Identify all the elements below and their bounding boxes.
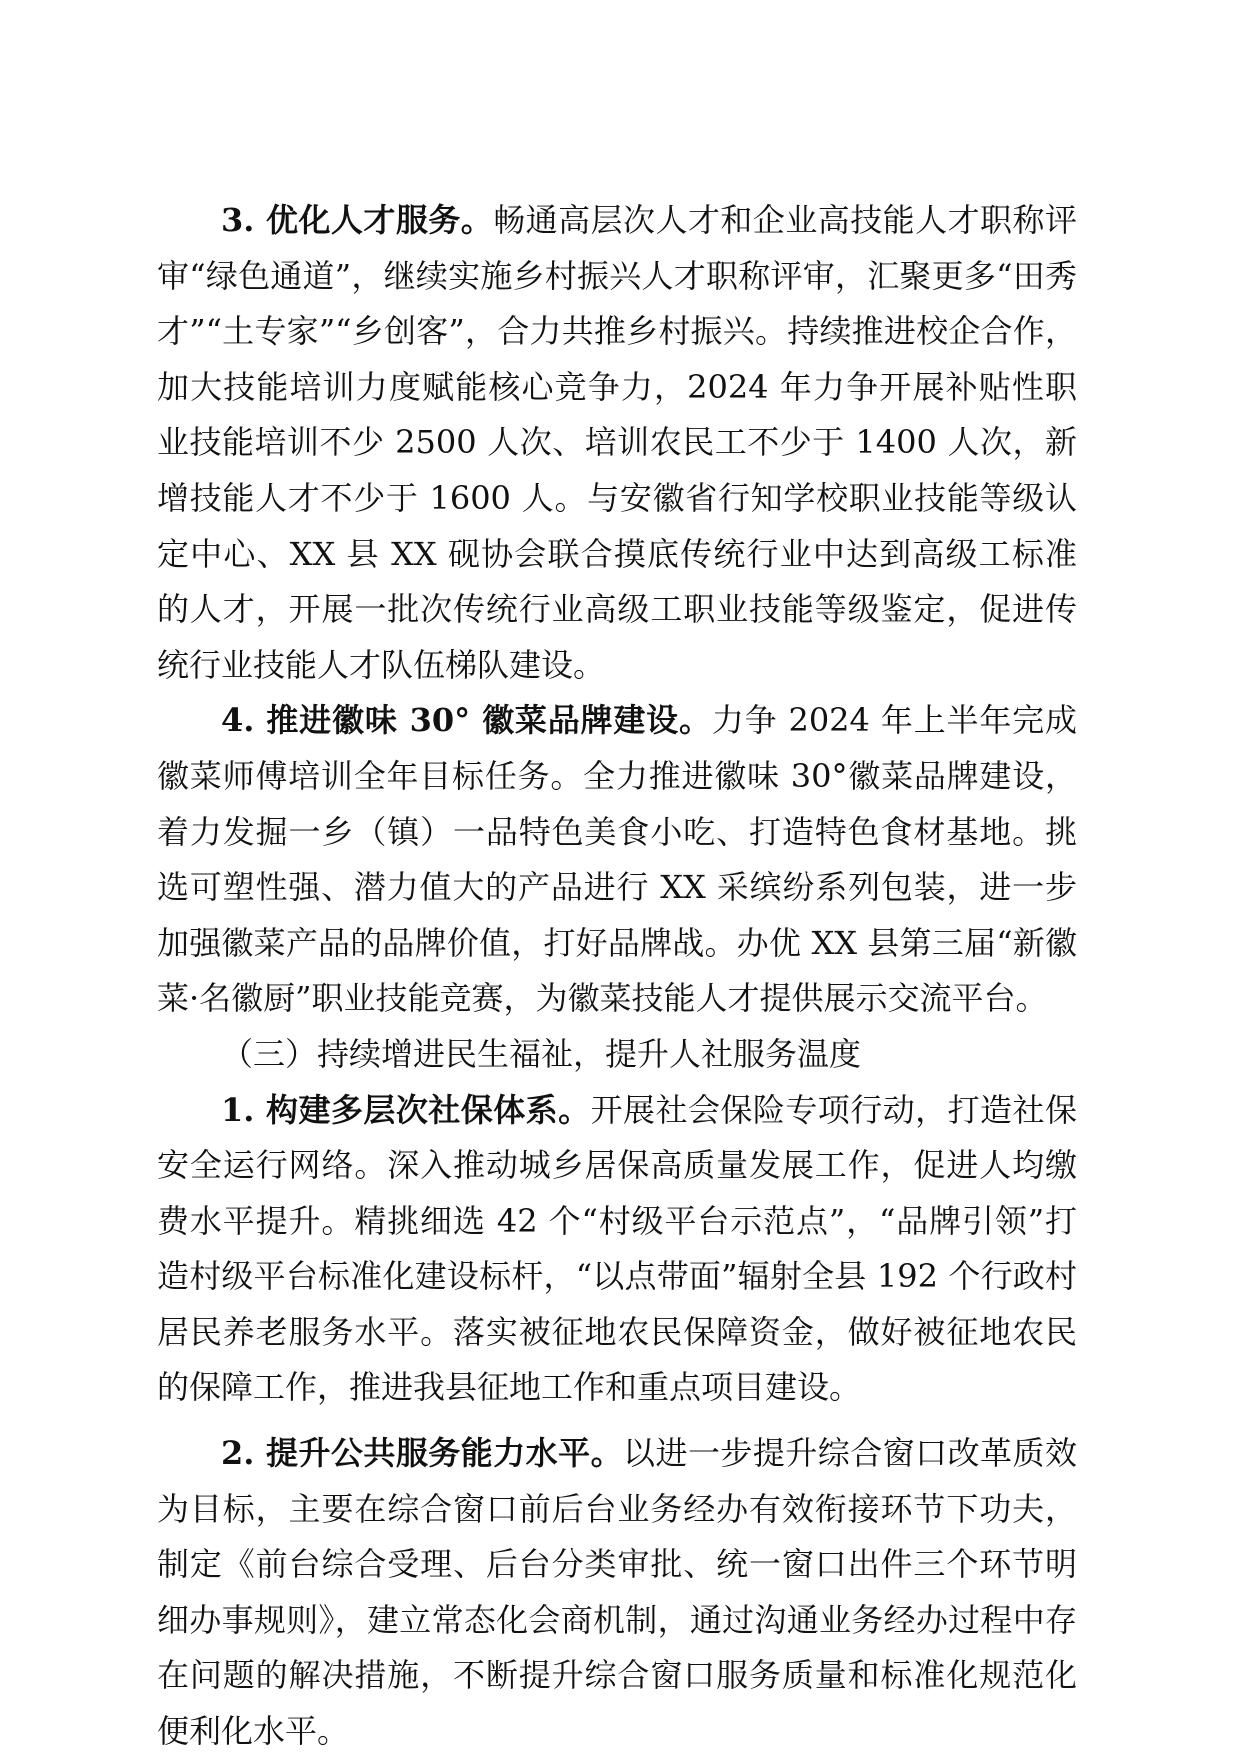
paragraph-talent-services: [157, 193, 1077, 693]
paragraph-text: 畅通高层次人才和企业高技能人才职称评审“绿色通道”，继续实施乡村振兴人才职称评审，汇聚更多“田秀才”“土专家”“乡创客”，合力共推乡村振兴。持续推进校企合作，加大技能培训力度赋能核心竞争力，2024 年力争开展补贴性职业技能培训不少 2500 人次、培训农民工不少于 1400 人次，新增技能人才不少于 1600 人。与安徽省行知学校职业技能等级认定中心、XX 县 XX 砚协会联合摸底传统行业中达到高级工标准的人才，开展一批次传统行业高级工职业技能等级鉴定，促进传统行业技能人才队伍梯队建设。: [157, 201, 1077, 684]
paragraph-text: 开展社会保险专项行动，打造社保安全运行网络。深入推动城乡居保高质量发展工作，促进人均缴费水平提升。精挑细选 42 个“村级平台示范点”，“品牌引领”打造村级平台标准化建设标杆，“以点带面”辐射全县 192 个行政村居民养老服务水平。落实被征地农民保障资金，做好被征地农民的保障工作，推进我县征地工作和重点项目建设。: [157, 1090, 1077, 1407]
paragraph-cuisine-brand: [157, 693, 1077, 1027]
paragraph-social-security: [157, 1083, 1077, 1417]
paragraph-lead: 1. 构建多层次社保体系。: [221, 1090, 591, 1129]
paragraph-text: 力争 2024 年上半年完成徽菜师傅培训全年目标任务。全力推进徽味 30°徽菜品牌建设，着力发掘一乡（镇）一品特色美食小吃、打造特色食材基地。挑选可塑性强、潜力值大的产品进行 XX 采缤纷系列包装，进一步加强徽菜产品的品牌价值，打好品牌战。办优 XX 县第三届“新徽菜·名徽厨”职业技能竞赛，为徽菜技能人才提供展示交流平台。: [157, 701, 1077, 1018]
paragraph-lead: 2. 提升公共服务能力水平。: [221, 1434, 624, 1473]
paragraph-lead: 4. 推进徽味 30° 徽菜品牌建设。: [221, 701, 712, 740]
paragraph-text: 以进一步提升综合窗口改革质效为目标，主要在综合窗口前后台业务经办有效衔接环节下功夫，制定《前台综合受理、后台分类审批、统一窗口出件三个环节明细办事规则》，建立常态化会商机制，通过沟通业务经办过程中存在问题的解决措施，不断提升综合窗口服务质量和标准化规范化便利化水平。: [157, 1434, 1077, 1751]
section-heading: （三）持续增进民生福祉，提升人社服务温度: [221, 1034, 862, 1073]
paragraph-lead: 3. 优化人才服务。: [221, 201, 494, 239]
document-body: [157, 193, 1077, 1760]
paragraph-public-service: [157, 1426, 1077, 1760]
